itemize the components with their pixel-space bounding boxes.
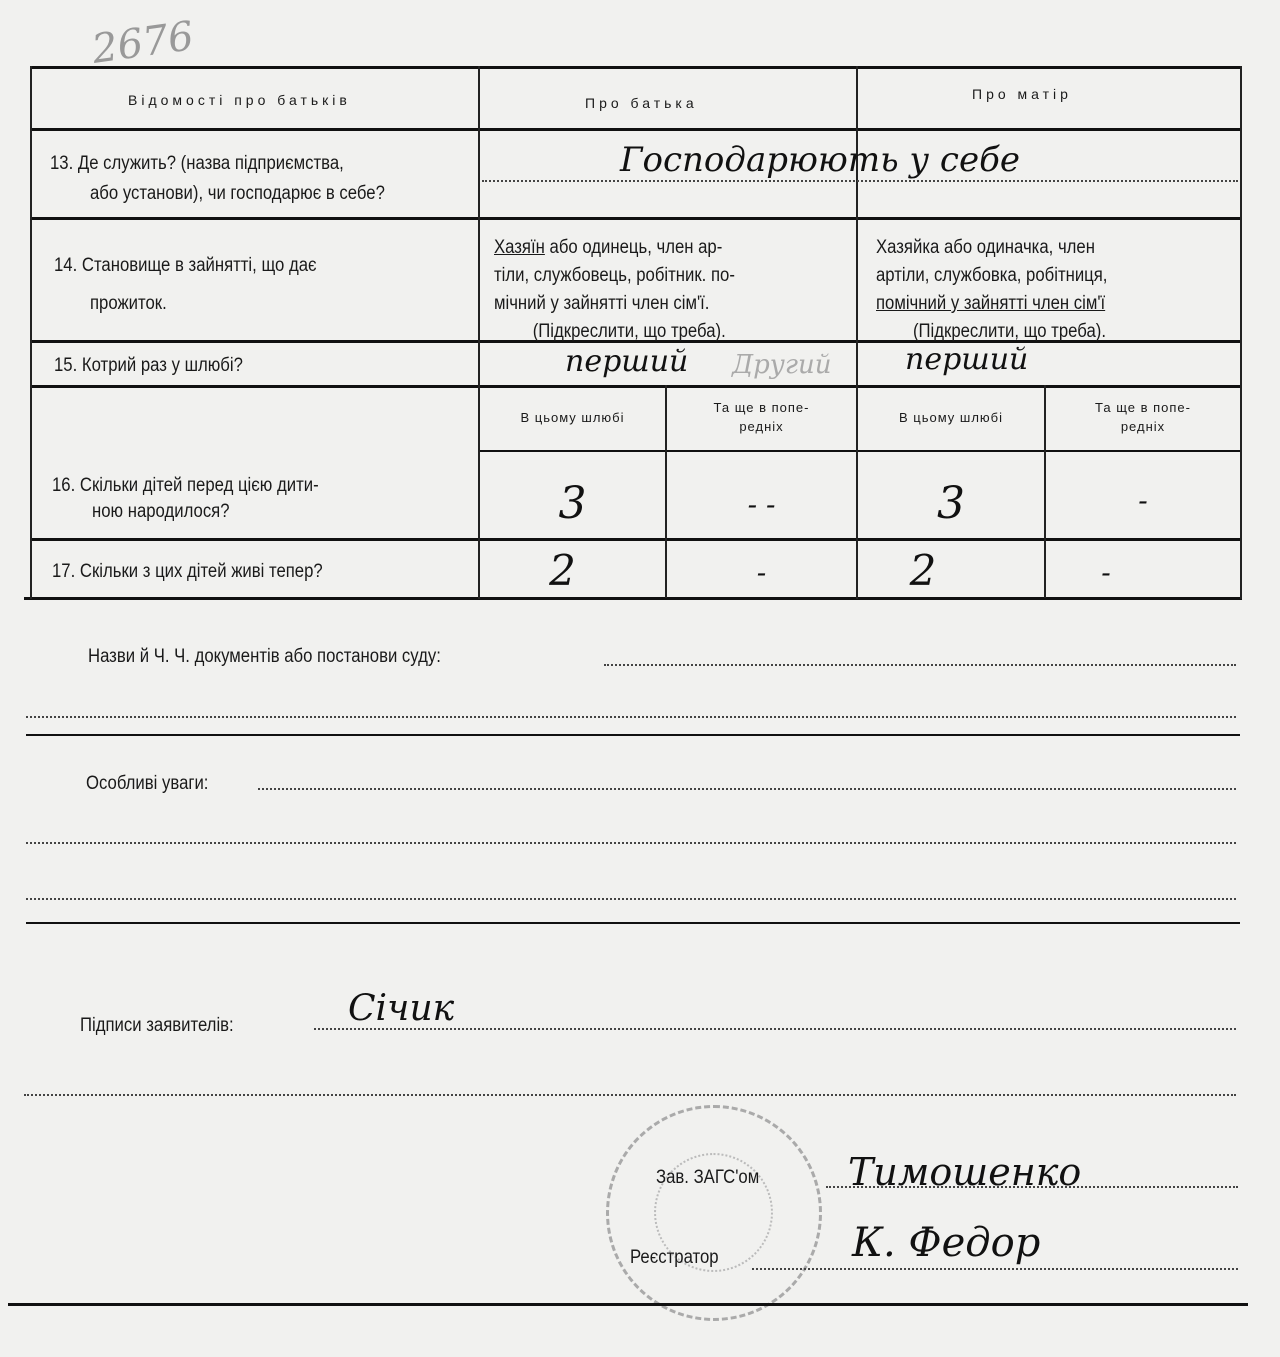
bottom-rule (8, 1303, 1248, 1306)
father-selected-option: Хазяїн (494, 237, 545, 258)
q15-label: 15. Котрий раз у шлюбі? (54, 355, 243, 376)
q16-father-current: 3 (558, 478, 587, 529)
mother-selected-option: помічний у зайнятті член сім'ї (876, 293, 1106, 314)
official-stamp (606, 1105, 822, 1321)
q16-label-line1: 16. Скільки дітей перед цією дити- (52, 475, 319, 496)
remarks-label: Особливі уваги: (86, 773, 209, 794)
q14-father-options: Хазяїн або одинець, член ар- тіли, службовець, робітник. по- мічний у зайнятті член сім'ї. (Підкреслити, що треба). (494, 237, 735, 342)
q15-father-struck-option: Другий (732, 350, 832, 380)
documents-label: Назви й Ч. Ч. документів або постанови суду: (88, 646, 441, 667)
q16-father-previous: - - (747, 488, 776, 521)
header-parents-info: Відомості про батьків (128, 92, 351, 108)
q13-answer: Господарюють у себе (620, 140, 1020, 180)
signature-line (24, 1094, 1236, 1096)
q17-mother-current: 2 (909, 546, 937, 595)
subheader-father-previous: Та ще в попе- редніх (713, 400, 810, 434)
subheader-mother-current: В цьому шлюбі (898, 410, 1004, 425)
remarks-line (26, 898, 1236, 900)
divider (30, 385, 1242, 388)
q16-mother-previous: - (1138, 484, 1148, 517)
divider (26, 734, 1240, 736)
q17-father-previous: - (756, 556, 767, 589)
q17-father-current: 2 (549, 546, 576, 595)
header-father: Про батька (585, 95, 698, 111)
registrar-signature: К. Федор (852, 1220, 1041, 1266)
applicant-signature: Січик (348, 988, 455, 1029)
q14-label-line1: 14. Становище в зайнятті, що дає (54, 255, 317, 276)
divider (30, 66, 32, 599)
table-top-border (30, 66, 1242, 69)
subheader-mother-previous: Та ще в попе- редніх (1095, 400, 1191, 434)
q16-mother-current: 3 (937, 478, 965, 529)
answer-line (482, 180, 1238, 182)
divider (30, 538, 1242, 541)
registrar-signature-line (752, 1268, 1238, 1270)
remarks-line (258, 788, 1236, 790)
table-bottom-border (24, 597, 1242, 600)
q16-label-line2: ною народилося? (92, 501, 230, 522)
q17-mother-previous: - (1101, 556, 1111, 589)
registrar-label: Реєстратор (630, 1247, 719, 1268)
signatures-label: Підписи заявителів: (80, 1015, 234, 1036)
divider (1240, 66, 1242, 599)
head-label: Зав. ЗАГС'ом (656, 1167, 760, 1188)
divider (30, 217, 1242, 220)
q13-label-line2: або установи), чи господарює в себе? (90, 183, 385, 204)
q17-label: 17. Скільки з цих дітей живі тепер? (52, 561, 323, 582)
divider (26, 922, 1240, 924)
corner-number: 2676 (89, 13, 197, 73)
head-signature: Тимошенко (848, 1150, 1082, 1194)
q15-mother-answer: перший (905, 342, 1029, 377)
documents-line (26, 716, 1236, 718)
q13-label-line1: 13. Де служить? (назва підприємства, (50, 153, 344, 174)
remarks-line (26, 842, 1236, 844)
q14-mother-options: Хазяйка або одиначка, член артіли, службовка, робітниця, помічний у зайнятті член сім'ї (Підкреслити, що треба). (876, 237, 1108, 342)
subheader-father-current: В цьому шлюбі (520, 410, 625, 425)
divider (30, 128, 1242, 131)
divider (478, 450, 1242, 452)
header-mother: Про матір (972, 86, 1072, 102)
documents-line (604, 664, 1236, 666)
q14-label-line2: прожиток. (90, 293, 167, 314)
q15-father-answer: перший (565, 344, 689, 379)
